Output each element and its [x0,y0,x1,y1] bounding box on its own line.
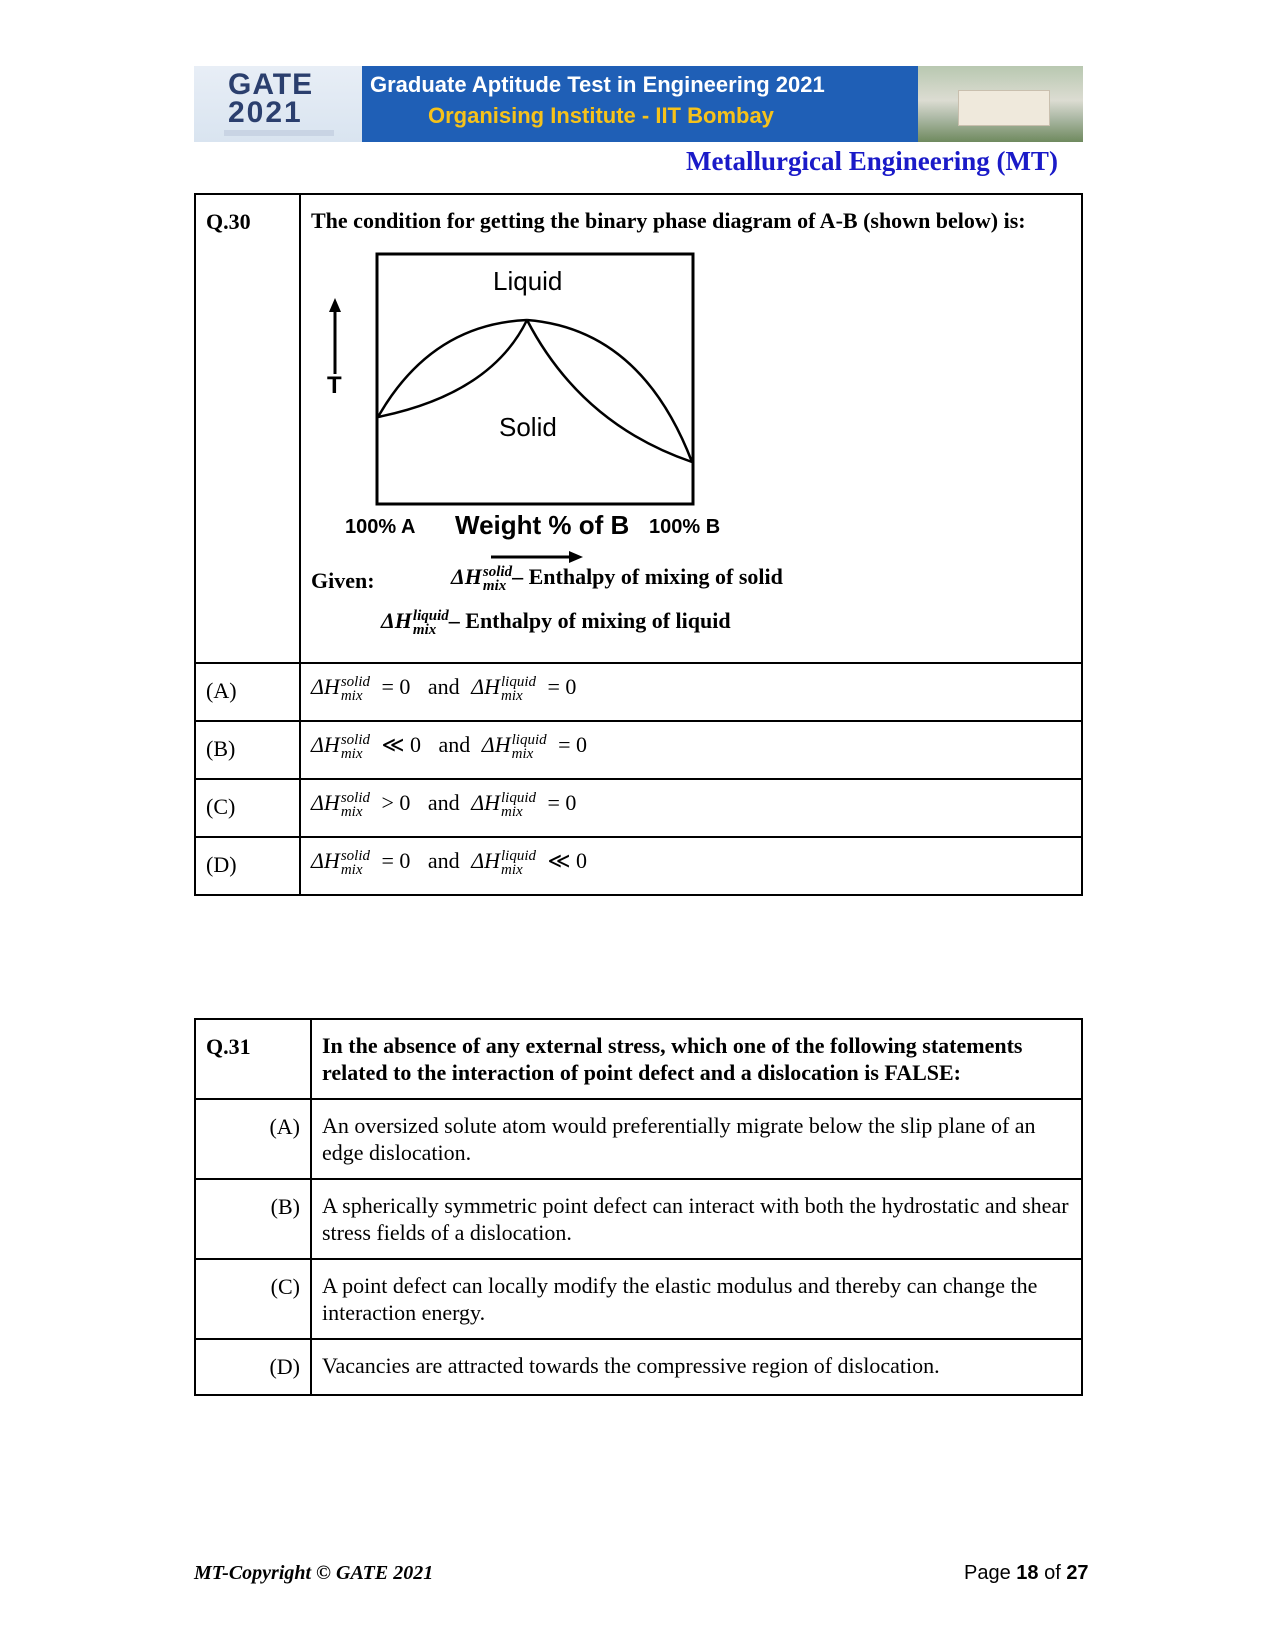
option-label-d: (D) [195,837,300,895]
given-block [311,564,1071,654]
x-axis-left-label: 100% A [345,516,416,538]
option-label-b: (B) [195,721,300,779]
question-text: The condition for getting the binary phase diagram of A-B (shown below) is: [311,208,1026,233]
banner-subtitle: Organising Institute - IIT Bombay [428,103,774,128]
option-b[interactable]: A spherically symmetric point defect can interact with both the hydrostatic and shear stress fields of a dislocation. [311,1179,1082,1259]
composition-arrow-head [569,551,583,563]
option-a[interactable]: An oversized solute atom would preferentially migrate below the slip plane of an edge dislocation. [311,1099,1082,1179]
option-label-a: (A) [195,1099,311,1179]
option-label-b: (B) [195,1179,311,1259]
building-image [958,90,1050,126]
given-liquid: ΔH liquid mix – Enthalpy of mixing of liquid [381,607,731,638]
temperature-arrow-head [329,298,341,312]
given-label: Given: [311,568,375,593]
liquidus-left-curve [378,320,527,417]
option-d[interactable]: ΔH solid mix = 0 and ΔH liquid mix ≪ 0 [300,837,1082,895]
question-number: Q.31 [195,1019,311,1099]
option-c[interactable]: ΔH solid mix > 0 and ΔH liquid mix = 0 [300,779,1082,837]
footer-copyright: MT-Copyright © GATE 2021 [194,1562,434,1584]
option-label-c: (C) [195,1259,311,1339]
option-c[interactable]: A point defect can locally modify the elastic modulus and thereby can change the interaction energy. [311,1259,1082,1339]
phase-diagram [311,234,1071,564]
page-number: Page 18 of 27 [964,1562,1089,1584]
banner-title: Graduate Aptitude Test in Engineering 2021 [370,72,825,97]
option-label-a: (A) [195,663,300,721]
logo-word: GATE [228,68,314,101]
question-31-table [194,1018,1083,1396]
option-label-c: (C) [195,779,300,837]
solidus-left-curve [378,320,527,417]
liquid-region-label: Liquid [493,266,563,296]
phase-diagram-svg [311,234,1071,564]
x-axis-title: Weight % of B [455,510,630,540]
temperature-axis-label: T [327,372,342,399]
header-banner [194,66,1083,142]
question-30-table [194,193,1083,896]
gate-logo [194,66,362,142]
given-solid: ΔH solid mix – Enthalpy of mixing of solid [451,563,783,594]
question-number: Q.30 [195,194,300,663]
question-body [300,194,1082,663]
option-label-d: (D) [195,1339,311,1395]
x-axis-right-label: 100% B [649,516,721,538]
option-d[interactable]: Vacancies are attracted towards the compressive region of dislocation. [311,1339,1082,1395]
institute-photo [918,66,1083,142]
option-a[interactable]: ΔH solid mix = 0 and ΔH liquid mix = 0 [300,663,1082,721]
logo-tagline-bar [224,130,334,136]
logo-year: 2021 [228,96,303,129]
solid-region-label: Solid [499,412,557,442]
banner-title-block [362,66,918,142]
question-text: In the absence of any external stress, which one of the following statements related to the interaction of point defect and a dislocation is FALSE: [311,1019,1082,1099]
option-b[interactable]: ΔH solid mix ≪ 0 and ΔH liquid mix = 0 [300,721,1082,779]
subject-title: Metallurgical Engineering (MT) [686,146,1058,176]
